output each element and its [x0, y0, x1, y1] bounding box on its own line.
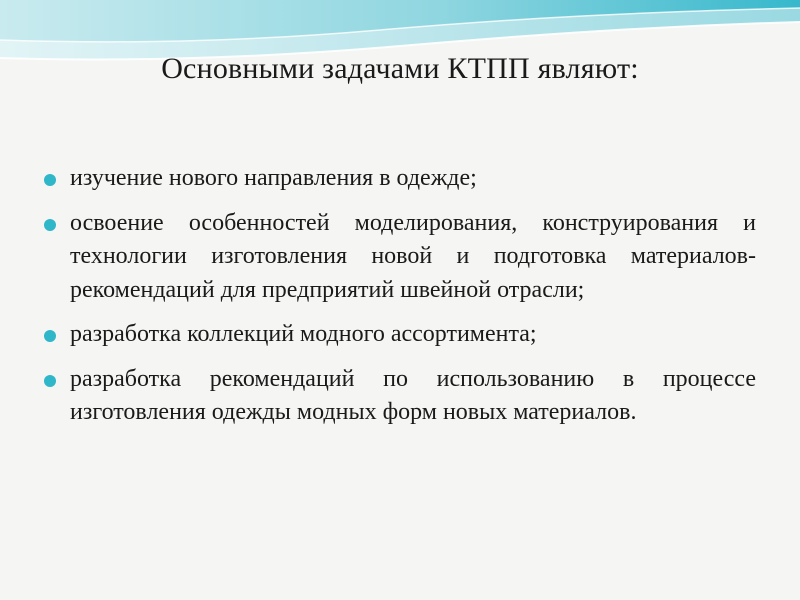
- circle-bullet-icon: [44, 174, 56, 186]
- bullet-text: освоение особенностей моделирования, конструирования и технологии изготовления новой и подготовка материалов-рекомендаций для предприятий швейной отрасли;: [70, 209, 756, 303]
- slide-title: Основными задачами КТПП являют:: [161, 52, 639, 85]
- bullet-text: изучение нового направления в одежде;: [70, 165, 477, 191]
- circle-bullet-icon: [44, 330, 56, 342]
- bullet-item: [40, 363, 756, 430]
- bullet-text: разработка рекомендаций по использованию в процессе изготовления одежды модных форм новых материалов.: [70, 365, 756, 425]
- bullet-item: [40, 318, 756, 352]
- circle-bullet-icon: [44, 375, 56, 387]
- bullet-list: [40, 162, 756, 441]
- circle-bullet-icon: [44, 219, 56, 231]
- bullet-item: [40, 207, 756, 308]
- bullet-text: разработка коллекций модного ассортимента;: [70, 321, 537, 347]
- bullet-item: [40, 162, 756, 196]
